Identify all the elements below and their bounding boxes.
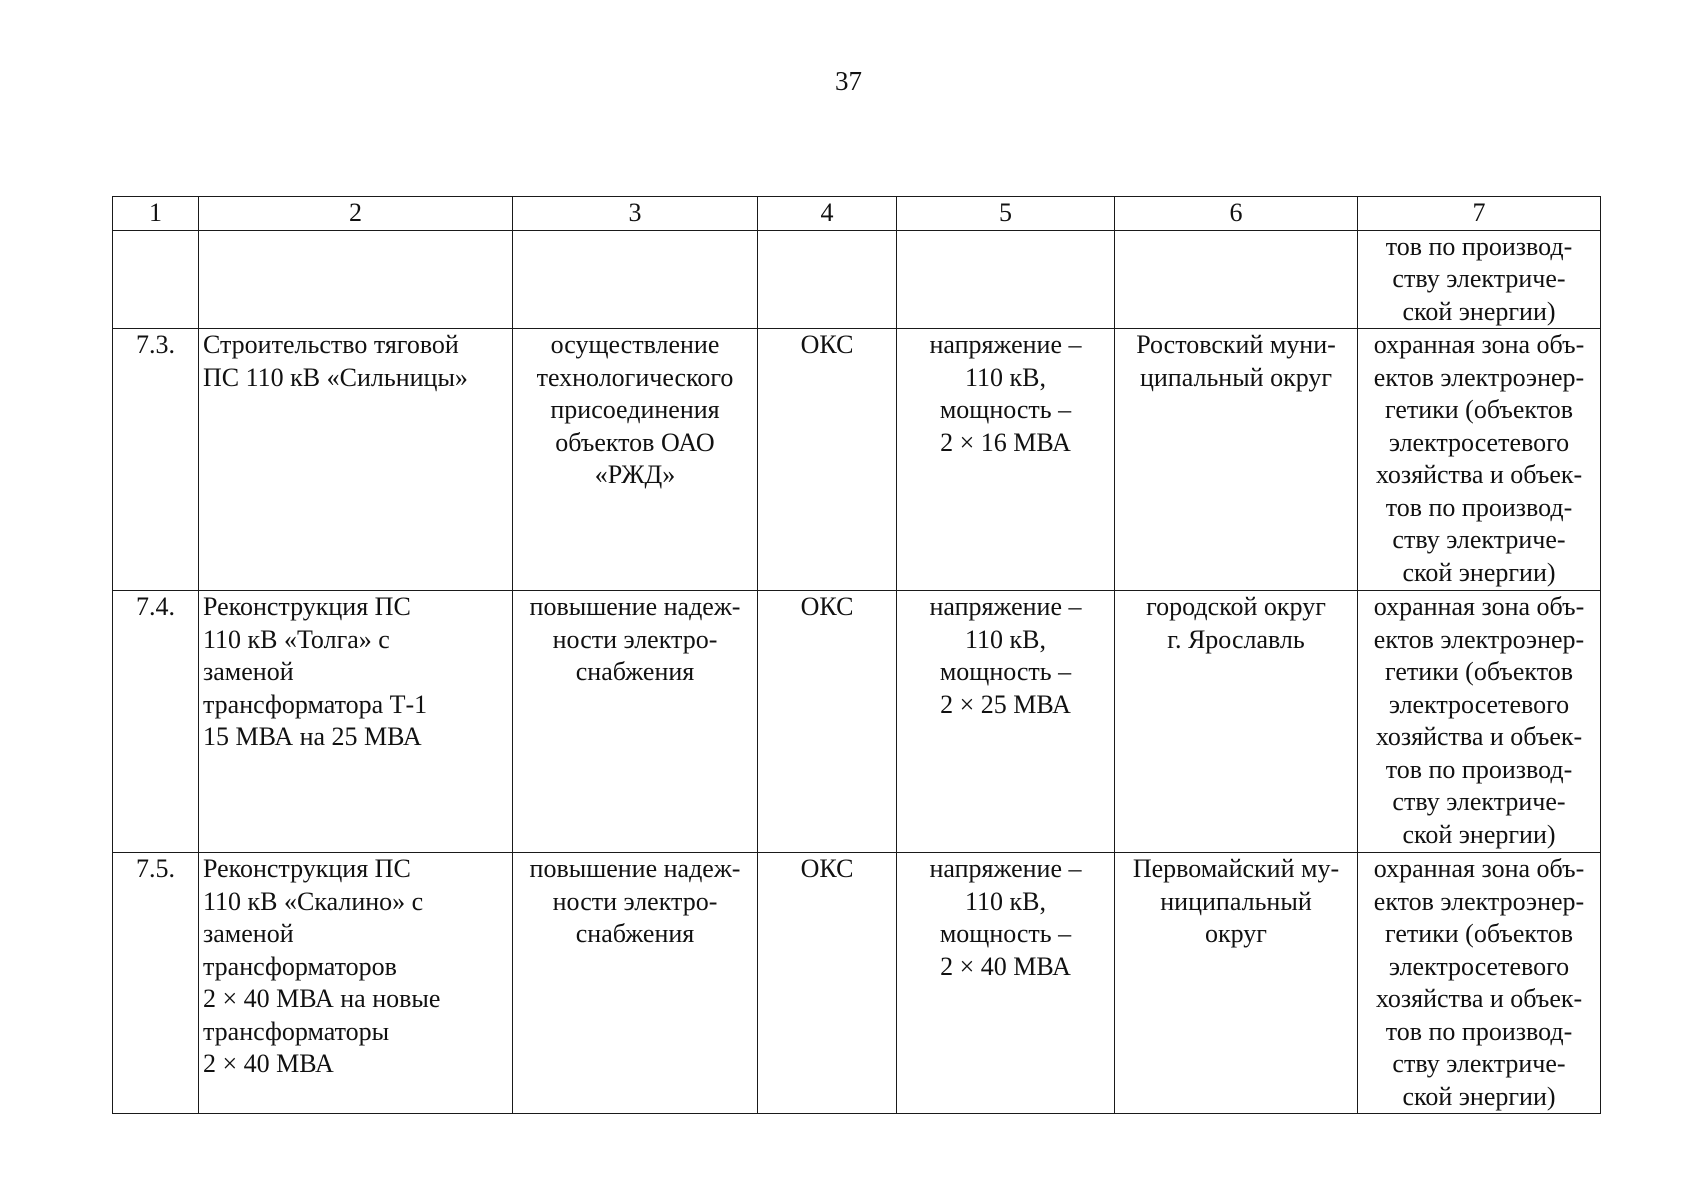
- object-type: ОКС: [758, 329, 897, 591]
- cont-cell-4: [758, 230, 897, 329]
- header-col-6: 6: [1115, 197, 1358, 231]
- header-col-3: 3: [513, 197, 758, 231]
- table-row: [113, 853, 1601, 1114]
- header-col-4: 4: [758, 197, 897, 231]
- object-params: напряжение – 110 кВ, мощность – 2 × 16 МВА: [897, 329, 1115, 591]
- row-number: 7.4.: [113, 591, 199, 853]
- object-name: Реконструкция ПС 110 кВ «Толга» с заменой трансформатора Т-1 15 МВА на 25 МВА: [199, 591, 513, 853]
- object-zone: охранная зона объ- ектов электроэнер- гетики (объектов электросетевого хозяйства и объек- тов по производ- ству электриче- ской энергии): [1358, 853, 1601, 1114]
- page-number: 37: [835, 66, 862, 96]
- row-number: 7.5.: [113, 853, 199, 1114]
- table-row: [113, 591, 1601, 853]
- object-location: Первомайский му- ниципальный округ: [1115, 853, 1358, 1114]
- object-location: городской округ г. Ярославль: [1115, 591, 1358, 853]
- object-zone: охранная зона объ- ектов электроэнер- гетики (объектов электросетевого хозяйства и объек- тов по производ- ству электриче- ской энергии): [1358, 591, 1601, 853]
- object-name: Реконструкция ПС 110 кВ «Скалино» с заменой трансформаторов 2 × 40 МВА на новые трансформаторы 2 × 40 МВА: [199, 853, 513, 1114]
- cont-cell-2: [199, 230, 513, 329]
- object-params: напряжение – 110 кВ, мощность – 2 × 25 МВА: [897, 591, 1115, 853]
- cont-cell-3: [513, 230, 758, 329]
- object-params: напряжение – 110 кВ, мощность – 2 × 40 МВА: [897, 853, 1115, 1114]
- table-header-row: [113, 197, 1601, 231]
- header-col-2: 2: [199, 197, 513, 231]
- object-zone: охранная зона объ- ектов электроэнер- гетики (объектов электросетевого хозяйства и объек- тов по производ- ству электриче- ской энергии): [1358, 329, 1601, 591]
- header-col-5: 5: [897, 197, 1115, 231]
- object-purpose: осуществление технологического присоединения объектов ОАО «РЖД»: [513, 329, 758, 591]
- header-col-1: 1: [113, 197, 199, 231]
- cont-cell-6: [1115, 230, 1358, 329]
- object-purpose: повышение надеж- ности электро- снабжения: [513, 853, 758, 1114]
- row-number: 7.3.: [113, 329, 199, 591]
- object-name: Строительство тяговой ПС 110 кВ «Сильницы»: [199, 329, 513, 591]
- object-type: ОКС: [758, 853, 897, 1114]
- cont-cell-1: [113, 230, 199, 329]
- object-purpose: повышение надеж- ности электро- снабжения: [513, 591, 758, 853]
- cont-cell-5: [897, 230, 1115, 329]
- table-row: [113, 329, 1601, 591]
- object-type: ОКС: [758, 591, 897, 853]
- cont-cell-7: тов по производ- ству электриче- ской энергии): [1358, 230, 1601, 329]
- header-col-7: 7: [1358, 197, 1601, 231]
- table-row-continuation: [113, 230, 1601, 329]
- objects-table: [112, 196, 1601, 1114]
- object-location: Ростовский муни- ципальный округ: [1115, 329, 1358, 591]
